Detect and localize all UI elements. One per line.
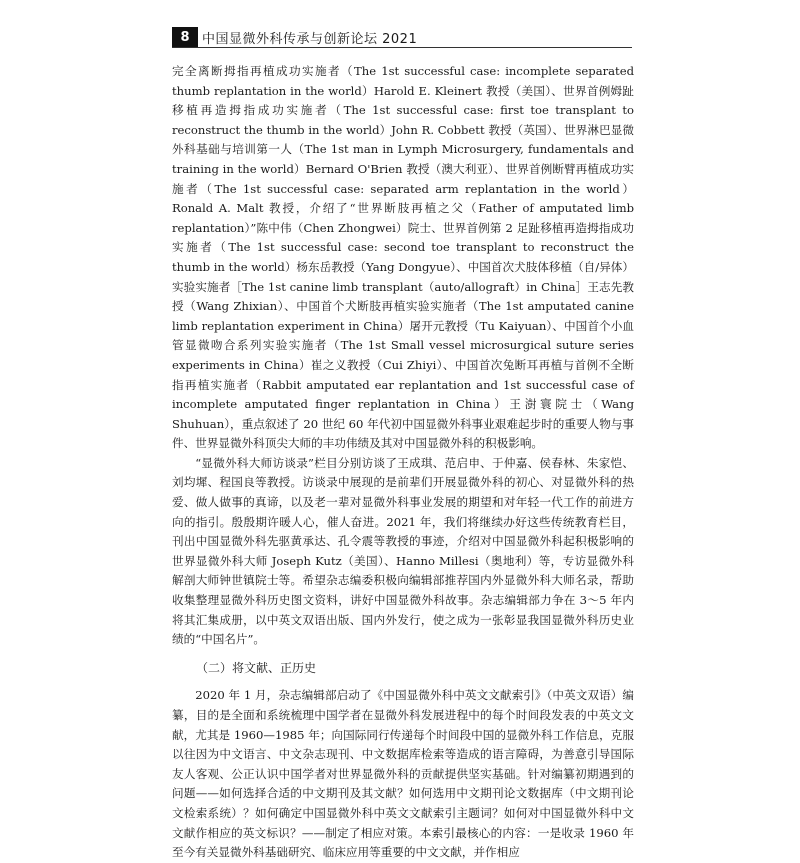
page-number: 8 xyxy=(172,27,198,47)
journal-title: 中国显微外科传承与创新论坛 2021 xyxy=(202,31,418,47)
paragraph: “显微外科大师访谈录”栏目分别访谈了王成琪、范启申、于仲嘉、侯春林、朱家恺、刘均墀、程国良等教授。访谈录中展现的是前辈们开展显微外科的初心、对显微外科的热爱、做人做事的真谛，以及老一辈对显微外科事业发展的期望和对年轻一代工作的前进方向的指引。殷殷期许暖人心，催人奋进。2021 年，我们将继续办好这些传统教育栏目，刊出中国显微外科先驱黄承达、孔令震等教授的事迹，介绍对中国显微外科起积极影响的世界显微外科大师 Joseph Kutz（美国）、Hanno Millesi（奥地利）等，专访显微外科解剖大师钟世镇院士等。希望杂志编委积极向编辑部推荐国内外显微外科大师名录，帮助收集整理显微外科历史图文资料，讲好中国显微外科故事。杂志编辑部力争在 3～5 年内将其汇集成册，以中英文双语出版、国内外发行，使之成为一张彰显我国显微外科历史业绩的“中国名片”。 xyxy=(172,455,634,647)
running-header xyxy=(172,26,632,48)
paragraph: 2020 年 1 月，杂志编辑部启动了《中国显微外科中英文文献索引》（中英文双语）编纂，目的是全面和系统梳理中国学者在显微外科发展进程中的每个时间段发表的中英文文献，尤其是 1960—1985 年；向国际同行传递每个时间段中国的显微外科工作信息，克服以往因为中文语言、中文杂志现刊、中文数据库检索等造成的语言障碍，为善意引导国际友人客观、公正认识中国学者对世界显微外科的贡献提供坚实基础。针对编纂初期遇到的问题——如何选择合适的中文期刊及其文献？如何选用中文期刊论文数据库（中文期刊论文检索系统）？如何确定中国显微外科中英文文献索引主题词？如何对中国显微外科中文文献作相应的英文标识？——制定了相应对策。本索引最核心的内容：一是收录 1960 年至今有关显微外科基础研究、临床应用等重要的中文文献，并作相应 xyxy=(172,688,634,860)
paragraph: 完全离断拇指再植成功实施者（The 1st successful case: incomplete separated thumb replantation in the world）Harold E. Kleinert 教授（美国）、世界首例姆趾移植再造拇指成功实施者（The 1st successful case: first toe transplant to reconstruct the thumb in the world）John R. Cobbett 教授（英国）、世界淋巴显微外科基础与培训第一人（The 1st man in Lymph Microsurgery, fundamentals and training in the world）Bernard O'Brien 教授（澳大利亚）、世界首例断臂再植成功实施者（The 1st successful case: separated arm replantation in the world）Ronald A. Malt 教授，介绍了“世界断肢再植之父（Father of amputated limb replantation）”陈中伟（Chen Zhongwei）院士、世界首例第 2 足趾移植再造拇指成功实施者（The 1st successful case: second toe transplant to reconstruct the thumb in the world）杨东岳教授（Yang Dongyue）、中国首次犬肢体移植（自/异体）实验实施者［The 1st canine limb transplant（auto/allograft）in China］王志先教授（Wang Zhixian）、中国首个犬断肢再植实验实施者（The 1st amputated canine limb replantation experiment in China）屠开元教授（Tu Kaiyuan）、中国首个小血管显微吻合系列实验实施者（The 1st Small vessel microsurgical suture series experiments in China）崔之义教授（Cui Zhiyi）、中国首次兔断耳再植与首例不全断指再植实施者（Rabbit amputated ear replantation and 1st successful case of incomplete amputated finger replantation in China）王澍寰院士（Wang Shuhuan），重点叙述了 20 世纪 60 年代初中国显微外科事业艰难起步时的重要人物与事件、世界显微外科顶尖大师的丰功伟绩及其对中国显微外科的积极影响。 xyxy=(172,64,634,451)
article-body xyxy=(172,62,634,863)
header-rule xyxy=(172,47,632,48)
section-heading: （二）将文献、正历史 xyxy=(196,660,317,675)
